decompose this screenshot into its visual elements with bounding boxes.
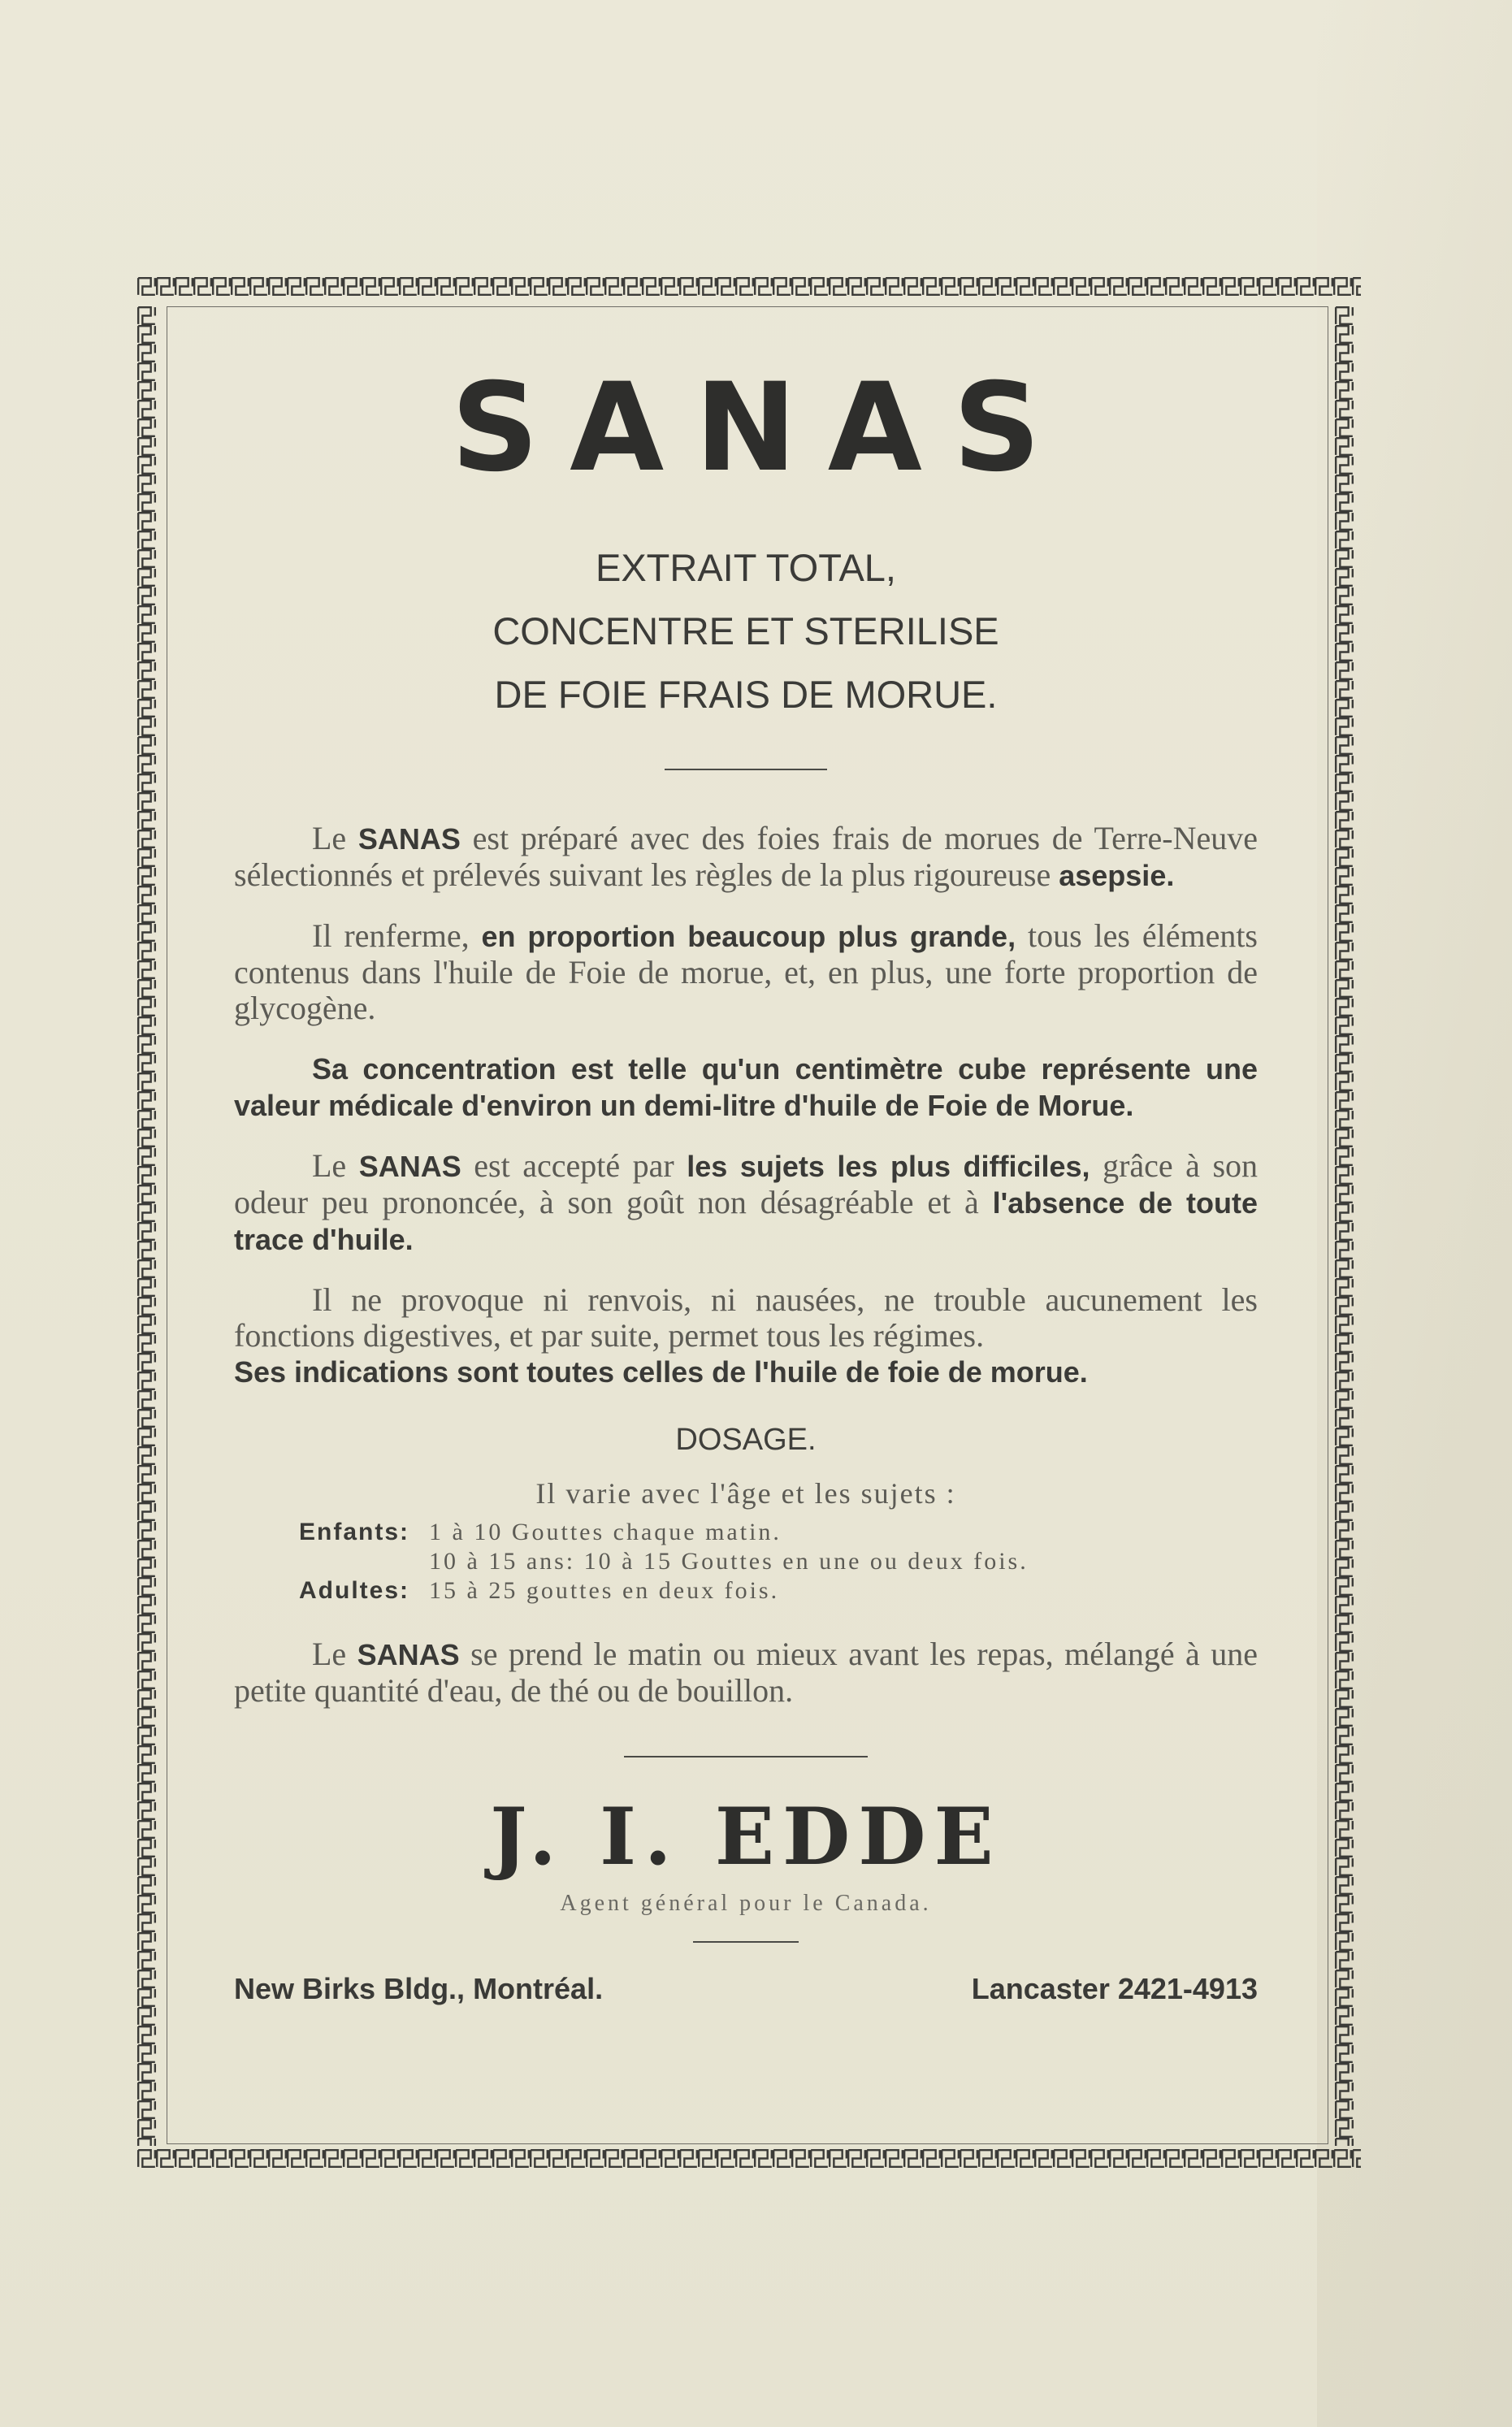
text: Il ne provoque ni renvois, ni nausées, ne trouble aucunement les fonctions digestives, et par suite, permet tous les régimes. xyxy=(234,1281,1258,1354)
border-top xyxy=(134,274,1361,303)
brand-mention: SANAS xyxy=(357,822,461,856)
dosage-text: 10 à 15 ans: 10 à 15 Gouttes en une ou deux fois. xyxy=(429,1548,1029,1575)
text: Le xyxy=(312,820,358,856)
divider xyxy=(665,769,827,770)
emphasis: Sa concentration est telle qu'un centimètre cube représente une valeur médicale d'environ un demi-litre d'huile de Foie de Morue. xyxy=(234,1052,1258,1122)
text: Le xyxy=(312,1636,357,1672)
advertisement-content xyxy=(234,349,1258,2006)
text: se prend le matin ou mieux avant les repas, mélangé à une petite quantité d'eau, de thé ou de bouillon. xyxy=(234,1636,1259,1709)
dosage-row xyxy=(299,1576,1258,1606)
brand-mention: SANAS xyxy=(357,1638,460,1671)
text: tous les éléments contenus dans l'huile de Foie de morue, et, en plus, une forte proportion de glycogène. xyxy=(234,917,1259,1026)
dosage-table xyxy=(234,1518,1258,1606)
text: grâce à son odeur peu prononcée, à son goût non désagréable et à xyxy=(234,1147,1259,1220)
emphasis: Ses indications sont toutes celles de l'huile de foie de morue. xyxy=(234,1355,1088,1389)
border-pattern-svg xyxy=(134,274,1361,303)
divider xyxy=(624,1756,868,1757)
brand-title: SANAS xyxy=(451,358,1072,499)
subtitle-line: CONCENTRE ET STERILISE xyxy=(492,609,999,652)
address: New Birks Bldg., Montréal. xyxy=(234,1972,604,2005)
phone-number: Lancaster 2421-4913 xyxy=(971,1972,1258,2005)
dosage-row xyxy=(299,1518,1258,1547)
subtitle-line: DE FOIE FRAIS DE MORUE. xyxy=(494,673,998,716)
dosage-heading: DOSAGE. xyxy=(675,1423,817,1457)
brand-mention: SANAS xyxy=(358,1150,461,1183)
contact-footer xyxy=(234,1972,1258,2006)
paragraph-contents xyxy=(234,918,1258,1026)
product-subtitle xyxy=(234,536,1258,726)
agent-role: Agent général pour le Canada. xyxy=(560,1891,932,1916)
paragraph-usage xyxy=(234,1636,1258,1709)
emphasis: les sujets les plus difficiles, xyxy=(687,1150,1090,1183)
dosage-text: 1 à 10 Gouttes chaque matin. xyxy=(429,1519,782,1545)
border-pattern-svg xyxy=(134,303,163,2146)
dosage-intro: Il varie avec l'âge et les sujets : xyxy=(535,1477,956,1510)
text: est préparé avec des foies frais de morues de Terre-Neuve sélectionnés et prélevés suivant les règles de la plus rigoureuse xyxy=(234,820,1259,893)
text: Le xyxy=(312,1147,359,1184)
dosage-row xyxy=(429,1547,1258,1576)
emphasis: asepsie. xyxy=(1059,859,1175,892)
border-bottom xyxy=(134,2146,1361,2175)
paragraph-concentration xyxy=(234,1051,1258,1124)
text: est accepté par xyxy=(461,1147,687,1184)
paragraph-preparation xyxy=(234,821,1258,894)
divider xyxy=(693,1941,799,1943)
paragraph-digestion xyxy=(234,1282,1258,1390)
emphasis: l'absence de toute trace d'huile. xyxy=(234,1186,1259,1256)
border-pattern-svg xyxy=(134,2146,1361,2175)
emphasis: en proportion beaucoup plus grande, xyxy=(481,920,1016,953)
dosage-text: 15 à 25 gouttes en deux fois. xyxy=(429,1577,780,1604)
border-right xyxy=(1332,303,1361,2146)
dosage-label: Enfants: xyxy=(299,1519,409,1545)
border-left xyxy=(134,303,163,2146)
paragraph-acceptance xyxy=(234,1148,1258,1258)
agent-name: J. I. EDDE xyxy=(490,1791,1002,1883)
subtitle-line: EXTRAIT TOTAL, xyxy=(595,546,896,589)
text: Il renferme, xyxy=(312,917,482,954)
border-pattern-svg xyxy=(1332,303,1361,2146)
dosage-label: Adultes: xyxy=(299,1577,409,1604)
